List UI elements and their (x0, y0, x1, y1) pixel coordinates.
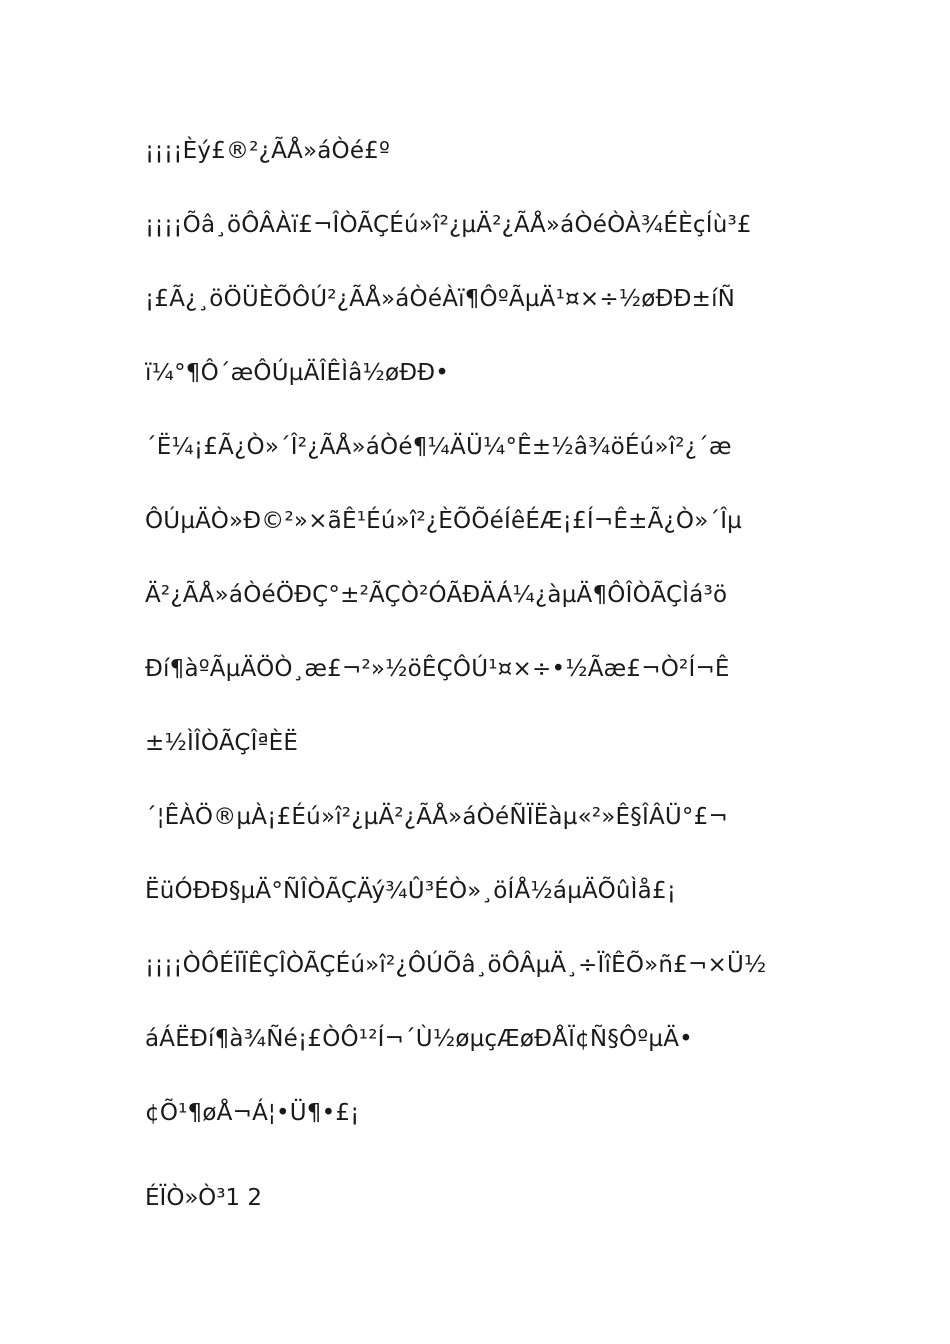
text-line: Ðí¶àºÃµÄÖÒ¸æ£¬²»½öÊÇÔÚ¹¤×÷•½Ãæ£¬Ò²Í¬Ê (145, 656, 730, 682)
document-body (145, 133, 825, 1169)
text-line: Ä²¿ÃÅ»áÒéÖÐÇ°±²ÃÇÒ²ÓÃÐÄÁ¼¿àµÄ¶ÔÎÒÃÇÌá³ö (145, 582, 728, 608)
text-line: ¡¡¡¡ÒÔÉÏÏÊÇÎÒÃÇÉú»î²¿ÔÚÕâ¸öÔÂµÄ¸÷ÏîÊÕ»ñ£¬×Ü½ (145, 952, 767, 978)
text-line: ÔÚµÄÒ»Ð©²»×ãÊ¹Éú»î²¿ÈÕÕéÍêÉÆ¡£Í¬Ê±Ã¿Ò»´Îµ (145, 508, 743, 534)
text-line: ´¦ÊÀÖ®µÀ¡£Éú»î²¿µÄ²¿ÃÅ»áÒéÑÏËàµ«²»Ê§ÎÂÜ°£¬ (145, 804, 728, 830)
text-line: ´Ë¼¡£Ã¿Ò»´Î²¿ÃÅ»áÒé¶¼ÄÜ¼°Ê±½â¾öÉú»î²¿´æ (145, 434, 732, 460)
text-line: ±½ÌÎÒÃÇÎªÈË (145, 730, 299, 756)
text-line: ¢Õ¹¶øÅ¬Á¦•Ü¶•£¡ (145, 1100, 360, 1126)
text-line: áÁËÐí¶à¾Ñé¡£ÒÔ¹²Í¬´Ù½øµçÆøÐÅÏ¢Ñ§ÔºµÄ• (145, 1026, 693, 1052)
page-navigation-text[interactable]: ÉÏÒ»Ò³1 2 (145, 1185, 262, 1211)
text-line: ï¼°¶Ô´æÔÚµÄÎÊÌâ½øÐÐ• (145, 360, 450, 386)
text-line: ËüÓÐÐ§µÄ°ÑÎÒÃÇÄý¾Û³ÉÒ»¸öÍÅ½áµÄÕûÌå£¡ (145, 878, 677, 904)
text-line: ¡£Ã¿¸öÖÜÈÕÔÚ²¿ÃÅ»áÒéÀï¶ÔºÃµÄ¹¤×÷½øÐÐ±íÑ (145, 286, 736, 312)
text-line: ¡¡¡¡Èý£®²¿ÃÅ»áÒé£º (145, 138, 391, 164)
text-line: ¡¡¡¡Õâ¸öÔÂÀï£¬ÎÒÃÇÉú»î²¿µÄ²¿ÃÅ»áÒéÒÀ¾ÉÈçÍù³£ (145, 212, 752, 238)
